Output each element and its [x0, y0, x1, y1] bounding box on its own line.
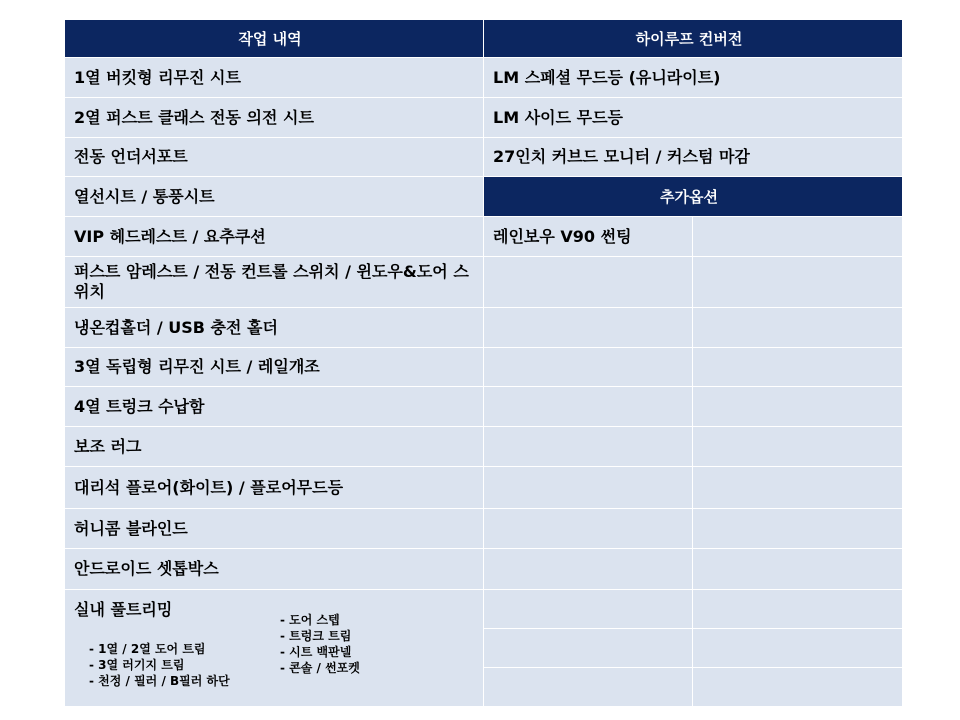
empty-cell — [693, 629, 903, 668]
empty-cell — [693, 549, 903, 590]
empty-cell — [484, 427, 693, 467]
empty-cell — [484, 509, 693, 549]
header-work: 작업 내역 — [65, 20, 484, 58]
empty-cell — [693, 590, 903, 629]
empty-cell — [484, 467, 693, 509]
header-options: 추가옵션 — [484, 177, 903, 217]
work-item: 보조 러그 — [65, 427, 484, 467]
work-item: 열선시트 / 통풍시트 — [65, 177, 484, 217]
empty-cell — [693, 668, 903, 707]
trim-item: - 도어 스텝 — [280, 613, 340, 627]
work-item: 퍼스트 암레스트 / 전동 컨트롤 스위치 / 윈도우&도어 스위치 — [65, 257, 484, 308]
work-item: 3열 독립형 리무진 시트 / 레일개조 — [65, 348, 484, 387]
trim-item: - 콘솔 / 썬포켓 — [280, 661, 360, 675]
empty-cell — [484, 387, 693, 427]
empty-cell — [484, 308, 693, 348]
empty-cell — [693, 509, 903, 549]
convert-item: LM 스페셜 무드등 (유니라이트) — [484, 58, 903, 98]
empty-cell — [484, 257, 693, 308]
trim-list-left — [89, 641, 230, 689]
trim-item: - 트렁크 트림 — [280, 629, 352, 643]
empty-cell — [484, 629, 693, 668]
empty-cell — [693, 467, 903, 509]
trim-item: - 시트 백판넬 — [280, 645, 352, 659]
convert-item: LM 사이드 무드등 — [484, 98, 903, 138]
work-item: 1열 버킷형 리무진 시트 — [65, 58, 484, 98]
convert-item: 27인치 커브드 모니터 / 커스텀 마감 — [484, 138, 903, 177]
work-item: 2열 퍼스트 클래스 전동 의전 시트 — [65, 98, 484, 138]
empty-cell — [484, 668, 693, 707]
trim-list-right — [280, 612, 360, 676]
header-convert: 하이루프 컨버전 — [484, 20, 903, 58]
work-item: VIP 헤드레스트 / 요추쿠션 — [65, 217, 484, 257]
work-item: 전동 언더서포트 — [65, 138, 484, 177]
empty-cell — [693, 387, 903, 427]
empty-cell — [693, 348, 903, 387]
work-item: 냉온컵홀더 / USB 충전 홀더 — [65, 308, 484, 348]
empty-cell — [484, 549, 693, 590]
empty-cell — [693, 308, 903, 348]
empty-cell — [693, 257, 903, 308]
trim-item: - 3열 러기지 트림 — [89, 658, 185, 672]
empty-cell — [693, 217, 903, 257]
work-item: 4열 트렁크 수납함 — [65, 387, 484, 427]
trim-item: - 천정 / 필러 / B필러 하단 — [89, 674, 230, 688]
work-item: 대리석 플로어(화이트) / 플로어무드등 — [65, 467, 484, 509]
empty-cell — [484, 348, 693, 387]
empty-cell — [484, 590, 693, 629]
work-item: 안드로이드 셋톱박스 — [65, 549, 484, 590]
trim-item: - 1열 / 2열 도어 트림 — [89, 642, 206, 656]
work-table — [65, 20, 903, 707]
work-item-label: 실내 풀트리밍 — [74, 600, 173, 619]
option-item: 레인보우 V90 썬팅 — [484, 217, 693, 257]
work-item: 허니콤 블라인드 — [65, 509, 484, 549]
empty-cell — [693, 427, 903, 467]
